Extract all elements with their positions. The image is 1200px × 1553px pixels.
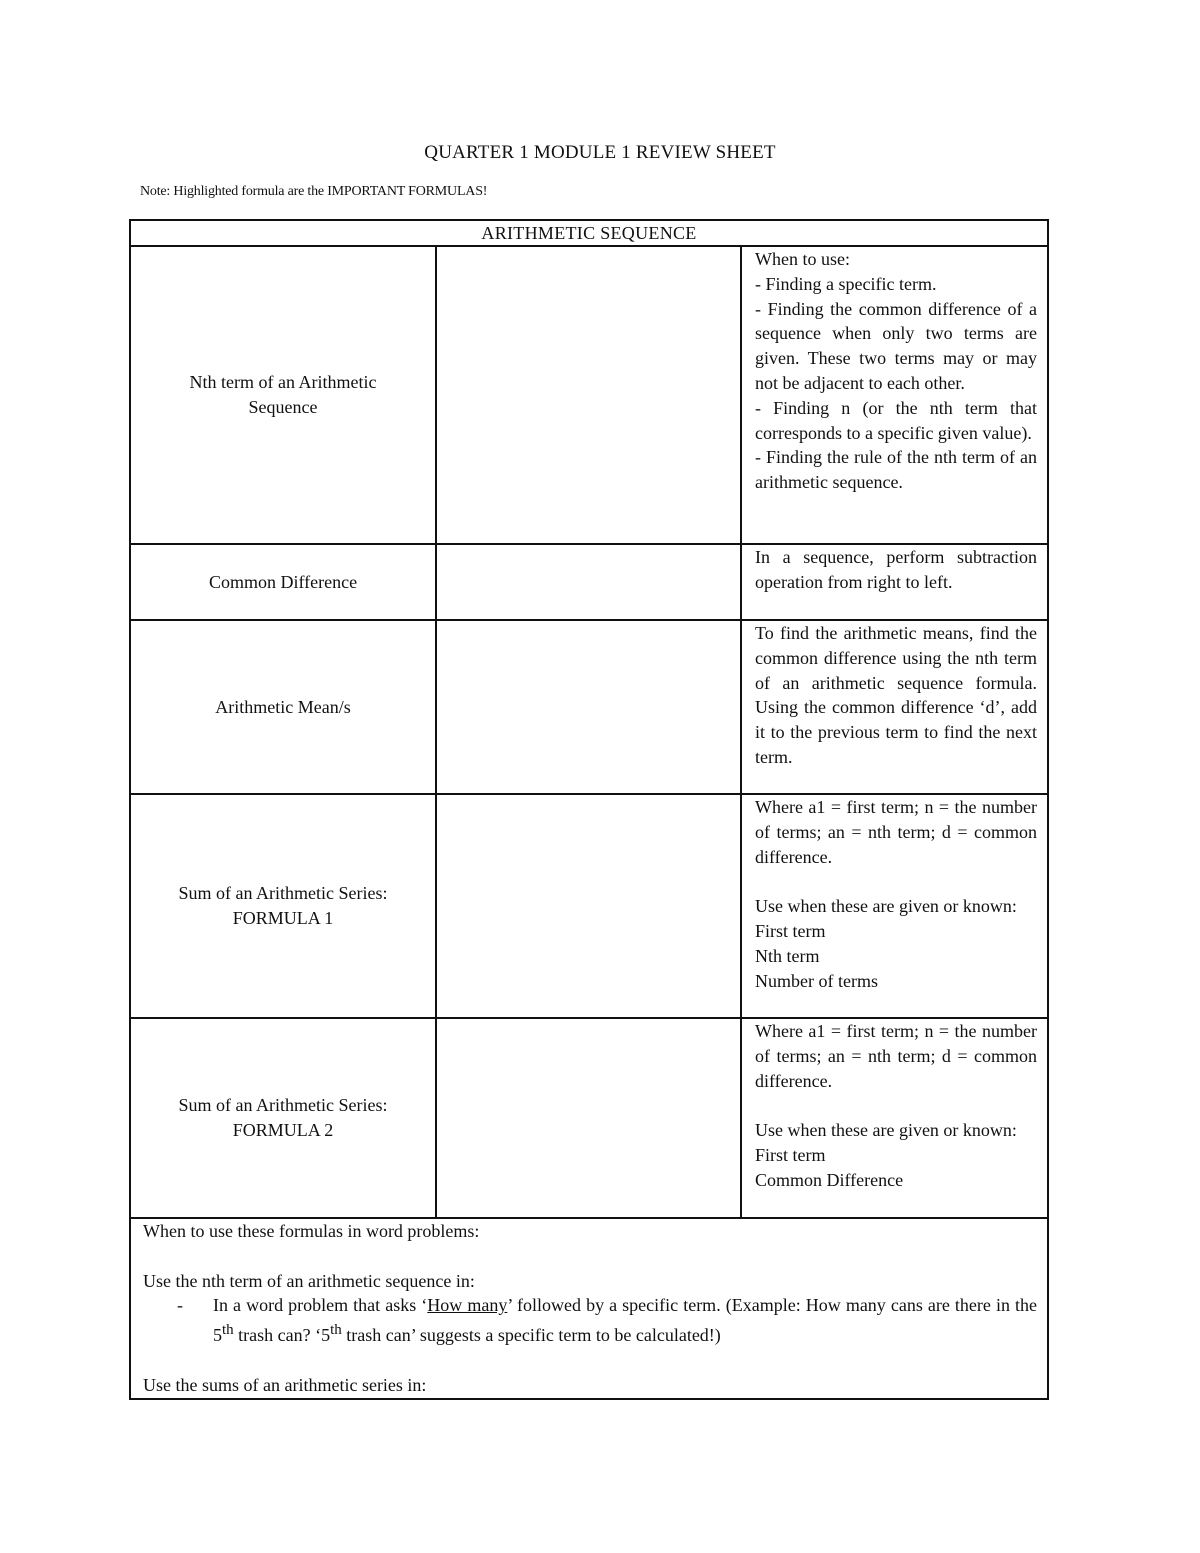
table-header: ARITHMETIC SEQUENCE: [130, 220, 1048, 246]
row-name-arithmetic-means: Arithmetic Mean/s: [130, 620, 436, 794]
row-desc-nth-term: When to use: - Finding a specific term. - Finding the common difference of a sequence when only two terms are given. These two terms may or may not be adjacent to each other. - Finding n (or the nth term that corresponds to a specific given value). - Finding the rule of the nth term of an arithmetic sequence.: [741, 246, 1048, 544]
footer-spacer-2: [143, 1348, 1037, 1373]
footer-spacer-1: [143, 1244, 1037, 1269]
row-name-sum-formula-1: Sum of an Arithmetic Series: FORMULA 1: [130, 794, 436, 1018]
row-desc-sum-formula-1: Where a1 = first term; n = the number of terms; an = nth term; d = common difference. Use when these are given or known: First term Nth term Number of terms: [741, 794, 1048, 1018]
formula-cell-common-difference: [436, 544, 741, 620]
bullet-dash: -: [177, 1295, 183, 1316]
footer-line-3: Use the sums of an arithmetic series in:: [143, 1374, 427, 1395]
row-desc-sum-formula-2: Where a1 = first term; n = the number of terms; an = nth term; d = common difference. Use when these are given or known: First term Common Difference: [741, 1018, 1048, 1218]
formula-cell-sum-formula-1: [436, 794, 741, 1018]
footer-bullet-item: [143, 1293, 1037, 1348]
note-text: Note: Highlighted formula are the IMPORTANT FORMULAS!: [140, 184, 488, 199]
arithmetic-sequence-table: [129, 219, 1049, 1400]
row-name-common-difference: Common Difference: [130, 544, 436, 620]
page-title: QUARTER 1 MODULE 1 REVIEW SHEET: [424, 142, 776, 163]
formula-cell-nth-term: [436, 246, 741, 544]
footer-line-1: When to use these formulas in word problems:: [143, 1221, 480, 1241]
row-name-sum-formula-2: Sum of an Arithmetic Series: FORMULA 2: [130, 1018, 436, 1218]
bullet-text: In a word problem that asks ‘How many’ followed by a specific term. (Example: How many cans are there in the 5th trash can? ‘5th trash can’ suggests a specific term to be calculated!): [213, 1295, 1038, 1346]
underlined-how-many: How many: [427, 1295, 508, 1316]
footer-line-2: Use the nth term of an arithmetic sequence in:: [143, 1270, 475, 1291]
row-desc-arithmetic-means: To find the arithmetic means, find the common difference using the nth term of an arithmetic sequence formula. Using the common difference ‘d’, add it to the previous term to find the next term.: [741, 620, 1048, 794]
formula-cell-sum-formula-2: [436, 1018, 741, 1218]
row-desc-common-difference: In a sequence, perform subtraction operation from right to left.: [741, 544, 1048, 620]
row-name-nth-term: Nth term of an Arithmetic Sequence: [130, 246, 436, 544]
word-problems-section: [130, 1218, 1048, 1399]
formula-cell-arithmetic-means: [436, 620, 741, 794]
